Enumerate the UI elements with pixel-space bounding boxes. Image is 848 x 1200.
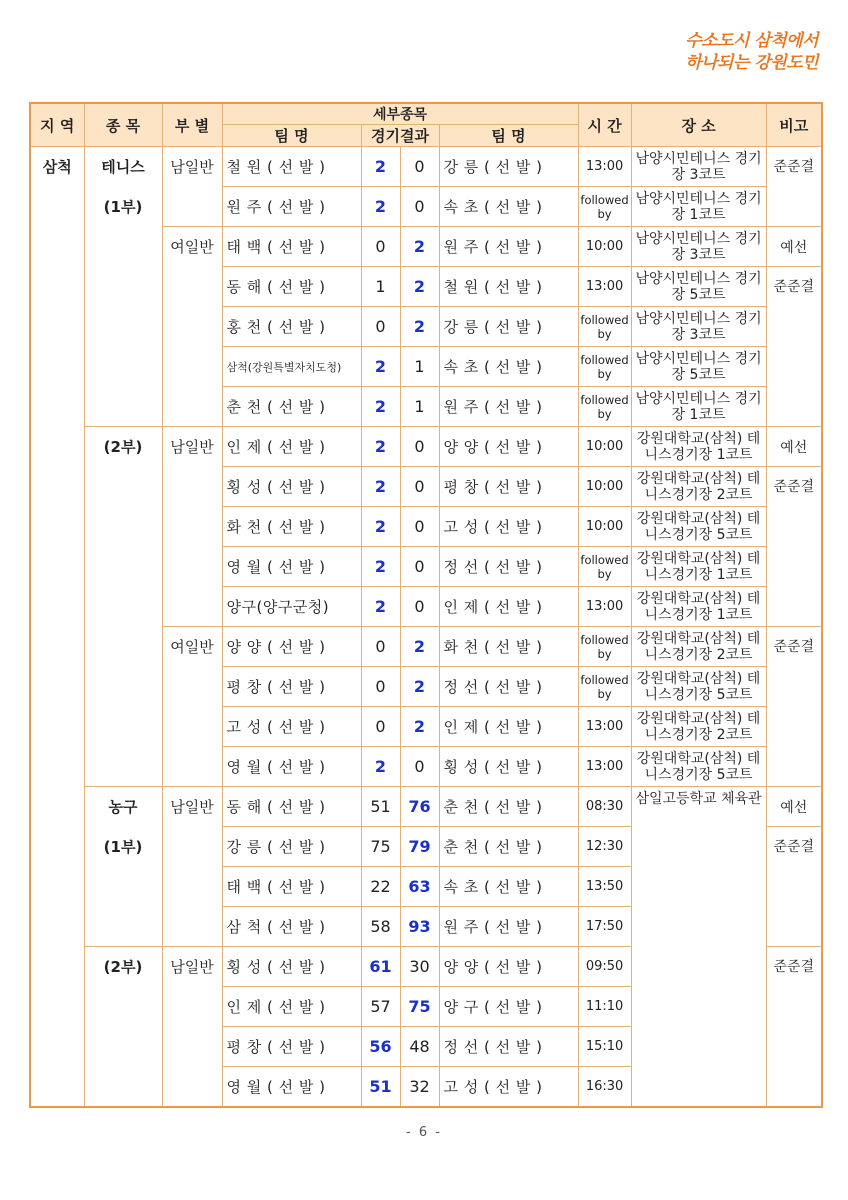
team-2: 원 주 ( 선 발 ) — [439, 387, 578, 427]
team-1: 횡 성 ( 선 발 ) — [222, 467, 361, 507]
match-time: followed by — [578, 187, 631, 227]
header-region: 지 역 — [30, 103, 84, 147]
team-1: 태 백 ( 선 발 ) — [222, 227, 361, 267]
table-body — [30, 147, 822, 1108]
team-1: 원 주 ( 선 발 ) — [222, 187, 361, 227]
team-1: 영 월 ( 선 발 ) — [222, 1067, 361, 1108]
score-1: 2 — [361, 747, 400, 787]
team-2: 고 성 ( 선 발 ) — [439, 507, 578, 547]
team-2: 춘 천 ( 선 발 ) — [439, 827, 578, 867]
score-1: 0 — [361, 307, 400, 347]
score-2: 2 — [400, 667, 439, 707]
score-1: 1 — [361, 267, 400, 307]
team-1: 동 해 ( 선 발 ) — [222, 267, 361, 307]
header-division: 부 별 — [162, 103, 222, 147]
venue-cell: 강원대학교(삼척) 테니스경기장 5코트 — [631, 507, 766, 547]
score-1: 51 — [361, 787, 400, 827]
division-cell: 남일반 — [162, 787, 222, 947]
team-1: 인 제 ( 선 발 ) — [222, 427, 361, 467]
score-2: 1 — [400, 347, 439, 387]
score-2: 76 — [400, 787, 439, 827]
team-1: 인 제 ( 선 발 ) — [222, 987, 361, 1027]
team-1: 양 양 ( 선 발 ) — [222, 627, 361, 667]
score-1: 2 — [361, 547, 400, 587]
match-time: 13:00 — [578, 147, 631, 187]
venue-cell: 강원대학교(삼척) 테니스경기장 5코트 — [631, 747, 766, 787]
team-1: 평 창 ( 선 발 ) — [222, 667, 361, 707]
event-part: (1부) — [103, 838, 143, 856]
header-team-2: 팀 명 — [439, 125, 578, 147]
event-part: (1부) — [103, 198, 143, 216]
match-time: 15:10 — [578, 1027, 631, 1067]
score-2: 0 — [400, 547, 439, 587]
note-cell: 준준결 — [766, 147, 822, 227]
team-1: 강 릉 ( 선 발 ) — [222, 827, 361, 867]
match-time: followed by — [578, 627, 631, 667]
match-time: 10:00 — [578, 507, 631, 547]
note-cell: 예선 — [766, 787, 822, 827]
team-2: 속 초 ( 선 발 ) — [439, 347, 578, 387]
score-2: 0 — [400, 187, 439, 227]
match-time: 11:10 — [578, 987, 631, 1027]
match-time: 13:00 — [578, 587, 631, 627]
team-2: 정 선 ( 선 발 ) — [439, 1027, 578, 1067]
team-1: 영 월 ( 선 발 ) — [222, 547, 361, 587]
note-cell: 예선 — [766, 227, 822, 267]
venue-cell: 남양시민테니스 경기장 1코트 — [631, 387, 766, 427]
event-cell-basketball-2 — [84, 947, 162, 1108]
score-1: 58 — [361, 907, 400, 947]
header-venue: 장 소 — [631, 103, 766, 147]
match-results-table — [29, 102, 823, 1108]
venue-cell: 남양시민테니스 경기장 1코트 — [631, 187, 766, 227]
logo-line-2: 하나되는 강원도민 — [685, 53, 818, 73]
score-2: 32 — [400, 1067, 439, 1108]
score-1: 2 — [361, 187, 400, 227]
score-2: 0 — [400, 747, 439, 787]
event-part: (2부) — [103, 438, 143, 456]
match-time: 13:00 — [578, 747, 631, 787]
score-1: 2 — [361, 427, 400, 467]
score-2: 0 — [400, 427, 439, 467]
score-2: 0 — [400, 587, 439, 627]
team-2: 강 릉 ( 선 발 ) — [439, 147, 578, 187]
team-2: 화 천 ( 선 발 ) — [439, 627, 578, 667]
venue-cell: 강원대학교(삼척) 테니스경기장 1코트 — [631, 547, 766, 587]
match-time: 08:30 — [578, 787, 631, 827]
score-2: 2 — [400, 707, 439, 747]
team-2: 평 창 ( 선 발 ) — [439, 467, 578, 507]
team-2: 정 선 ( 선 발 ) — [439, 667, 578, 707]
division-cell: 남일반 — [162, 427, 222, 627]
score-2: 75 — [400, 987, 439, 1027]
team-1: 삼척(강원특별자치도청) — [222, 347, 361, 387]
match-time: 12:30 — [578, 827, 631, 867]
division-cell: 남일반 — [162, 947, 222, 1108]
team-1: 삼 척 ( 선 발 ) — [222, 907, 361, 947]
score-1: 57 — [361, 987, 400, 1027]
team-2: 인 제 ( 선 발 ) — [439, 707, 578, 747]
score-1: 2 — [361, 387, 400, 427]
venue-cell: 남양시민테니스 경기장 3코트 — [631, 307, 766, 347]
score-1: 22 — [361, 867, 400, 907]
score-2: 2 — [400, 227, 439, 267]
note-cell: 예선 — [766, 427, 822, 467]
table-header — [30, 103, 822, 147]
team-2: 양 구 ( 선 발 ) — [439, 987, 578, 1027]
match-time: 16:30 — [578, 1067, 631, 1108]
score-1: 2 — [361, 507, 400, 547]
team-2: 고 성 ( 선 발 ) — [439, 1067, 578, 1108]
match-time: followed by — [578, 347, 631, 387]
header-time: 시 간 — [578, 103, 631, 147]
team-1: 평 창 ( 선 발 ) — [222, 1027, 361, 1067]
region-cell: 삼척 — [30, 147, 84, 1108]
team-1: 영 월 ( 선 발 ) — [222, 747, 361, 787]
team-2: 속 초 ( 선 발 ) — [439, 187, 578, 227]
venue-cell: 남양시민테니스 경기장 3코트 — [631, 147, 766, 187]
score-1: 56 — [361, 1027, 400, 1067]
header-team-1: 팀 명 — [222, 125, 361, 147]
match-time: followed by — [578, 307, 631, 347]
score-1: 2 — [361, 147, 400, 187]
match-time: 17:50 — [578, 907, 631, 947]
team-1: 태 백 ( 선 발 ) — [222, 867, 361, 907]
match-time: 10:00 — [578, 467, 631, 507]
team-1: 홍 천 ( 선 발 ) — [222, 307, 361, 347]
division-cell: 여일반 — [162, 627, 222, 787]
score-2: 2 — [400, 307, 439, 347]
header-note: 비고 — [766, 103, 822, 147]
score-1: 61 — [361, 947, 400, 987]
header-detail: 세부종목 — [222, 103, 578, 125]
match-time: 10:00 — [578, 227, 631, 267]
score-2: 2 — [400, 627, 439, 667]
match-time: followed by — [578, 547, 631, 587]
score-1: 0 — [361, 627, 400, 667]
table-row — [30, 147, 822, 187]
note-cell: 준준결 — [766, 627, 822, 787]
note-cell: 준준결 — [766, 267, 822, 427]
venue-cell: 강원대학교(삼척) 테니스경기장 2코트 — [631, 627, 766, 667]
score-2: 0 — [400, 507, 439, 547]
team-2: 속 초 ( 선 발 ) — [439, 867, 578, 907]
team-2: 철 원 ( 선 발 ) — [439, 267, 578, 307]
team-1: 고 성 ( 선 발 ) — [222, 707, 361, 747]
venue-cell: 남양시민테니스 경기장 3코트 — [631, 227, 766, 267]
team-1: 동 해 ( 선 발 ) — [222, 787, 361, 827]
event-cell-basketball-1 — [84, 787, 162, 947]
team-2: 춘 천 ( 선 발 ) — [439, 787, 578, 827]
match-time: 13:00 — [578, 267, 631, 307]
team-1: 철 원 ( 선 발 ) — [222, 147, 361, 187]
score-1: 2 — [361, 587, 400, 627]
score-2: 1 — [400, 387, 439, 427]
header-result: 경기결과 — [361, 125, 439, 147]
match-time: 10:00 — [578, 427, 631, 467]
event-name: 테니스 — [101, 158, 145, 176]
score-2: 63 — [400, 867, 439, 907]
venue-cell: 남양시민테니스 경기장 5코트 — [631, 267, 766, 307]
team-2: 원 주 ( 선 발 ) — [439, 227, 578, 267]
team-1: 횡 성 ( 선 발 ) — [222, 947, 361, 987]
note-cell: 준준결 — [766, 827, 822, 947]
match-time: followed by — [578, 667, 631, 707]
score-2: 0 — [400, 467, 439, 507]
score-1: 2 — [361, 347, 400, 387]
logo-line-1: 수소도시 삼척에서 — [685, 31, 818, 51]
table-row — [30, 787, 822, 827]
venue-cell: 강원대학교(삼척) 테니스경기장 2코트 — [631, 707, 766, 747]
team-1: 춘 천 ( 선 발 ) — [222, 387, 361, 427]
score-1: 75 — [361, 827, 400, 867]
match-time: followed by — [578, 387, 631, 427]
event-cell-tennis-2 — [84, 427, 162, 787]
page-number: - 6 - — [406, 1125, 442, 1140]
score-2: 79 — [400, 827, 439, 867]
event-logo — [685, 30, 818, 74]
event-cell-tennis-1 — [84, 147, 162, 427]
team-2: 정 선 ( 선 발 ) — [439, 547, 578, 587]
team-2: 인 제 ( 선 발 ) — [439, 587, 578, 627]
event-name: 농구 — [108, 798, 138, 816]
score-2: 48 — [400, 1027, 439, 1067]
division-cell: 여일반 — [162, 227, 222, 427]
venue-cell: 강원대학교(삼척) 테니스경기장 1코트 — [631, 427, 766, 467]
score-2: 0 — [400, 147, 439, 187]
header-event: 종 목 — [84, 103, 162, 147]
match-time: 09:50 — [578, 947, 631, 987]
team-2: 원 주 ( 선 발 ) — [439, 907, 578, 947]
venue-cell: 강원대학교(삼척) 테니스경기장 2코트 — [631, 467, 766, 507]
score-1: 0 — [361, 667, 400, 707]
venue-cell: 남양시민테니스 경기장 5코트 — [631, 347, 766, 387]
team-1: 양구(양구군청) — [222, 587, 361, 627]
team-2: 양 양 ( 선 발 ) — [439, 947, 578, 987]
match-time: 13:00 — [578, 707, 631, 747]
division-cell: 남일반 — [162, 147, 222, 227]
table-row — [30, 427, 822, 467]
note-cell: 준준결 — [766, 947, 822, 1108]
score-2: 93 — [400, 907, 439, 947]
team-2: 횡 성 ( 선 발 ) — [439, 747, 578, 787]
score-2: 2 — [400, 267, 439, 307]
event-part: (2부) — [103, 958, 143, 976]
match-time: 13:50 — [578, 867, 631, 907]
venue-cell: 삼일고등학교 체육관 — [631, 787, 766, 1108]
score-1: 51 — [361, 1067, 400, 1108]
score-2: 30 — [400, 947, 439, 987]
team-1: 화 천 ( 선 발 ) — [222, 507, 361, 547]
score-1: 0 — [361, 227, 400, 267]
score-1: 0 — [361, 707, 400, 747]
score-1: 2 — [361, 467, 400, 507]
note-cell: 준준결 — [766, 467, 822, 627]
venue-cell: 강원대학교(삼척) 테니스경기장 5코트 — [631, 667, 766, 707]
team-2: 양 양 ( 선 발 ) — [439, 427, 578, 467]
venue-cell: 강원대학교(삼척) 테니스경기장 1코트 — [631, 587, 766, 627]
team-2: 강 릉 ( 선 발 ) — [439, 307, 578, 347]
